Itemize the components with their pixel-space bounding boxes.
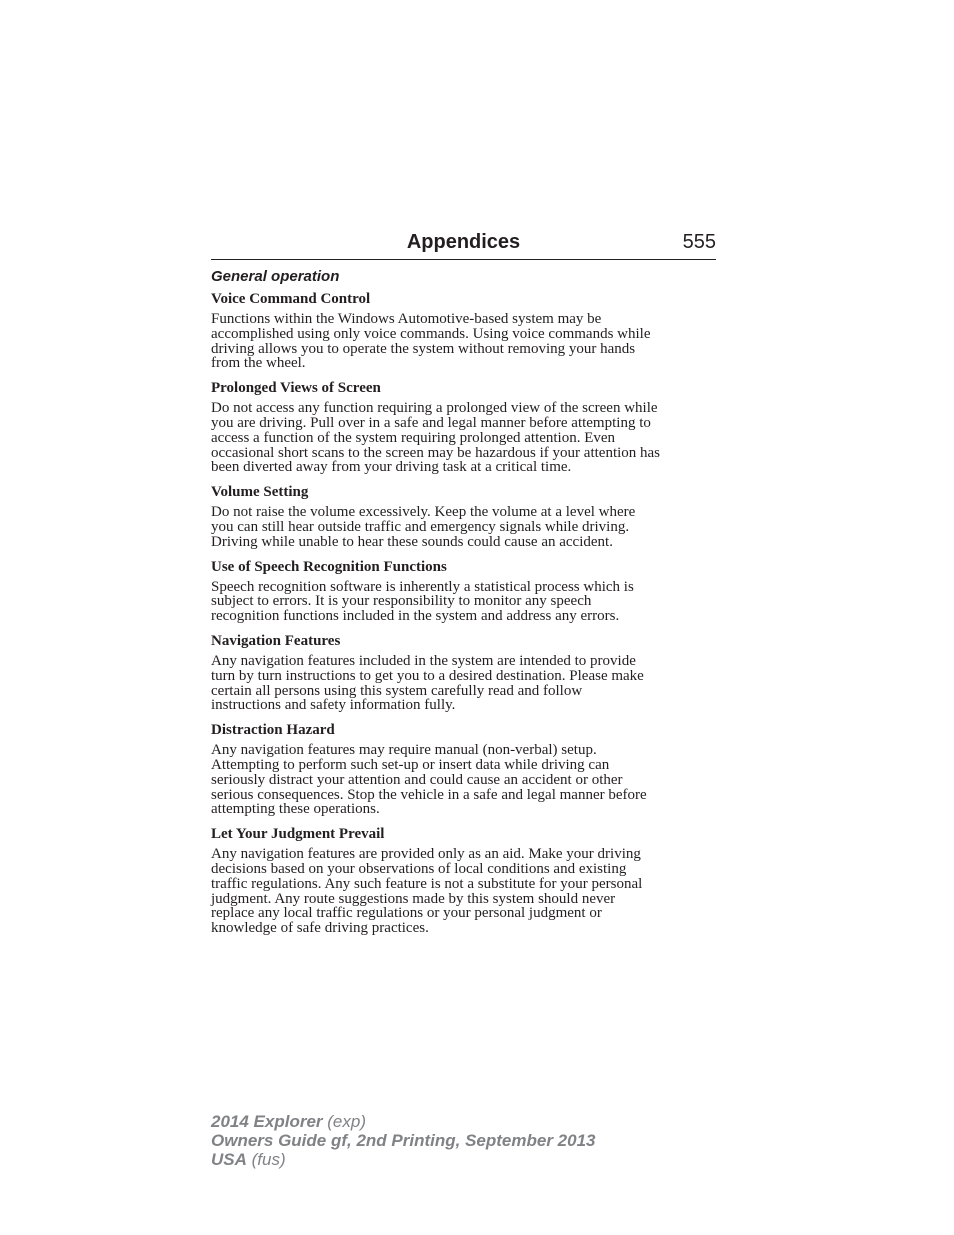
subsection-paragraph (211, 654, 719, 713)
paragraph-line: Functions within the Windows Automotive-based system may be (211, 311, 602, 327)
paragraph-line: you can still hear outside traffic and emergency signals while driving. (211, 518, 630, 535)
paragraph-line: Speech recognition software is inherently a statistical process which is (211, 578, 634, 595)
paragraph-line: seriously distract your attention and could cause an accident or other (211, 771, 623, 788)
subsection-heading: Navigation Features (211, 632, 341, 649)
paragraph-line: serious consequences. Stop the vehicle in a safe and legal manner before (211, 786, 647, 803)
paragraph-line: access a function of the system requiring prolonged attention. Even (211, 429, 616, 446)
footer-model: 2014 Explorer (211, 1112, 323, 1131)
subsection-paragraph (211, 743, 719, 817)
section-title: General operation (211, 268, 340, 285)
footer-region-line (211, 1150, 711, 1169)
paragraph-line: been diverted away from your driving task at a critical time. (211, 459, 572, 476)
paragraph-line: Do not access any function requiring a prolonged view of the screen while (211, 400, 658, 417)
subsection-heading: Prolonged Views of Screen (211, 380, 381, 397)
paragraph-line: Do not raise the volume excessively. Keep the volume at a level where (211, 504, 636, 521)
paragraph-line: accomplished using only voice commands. Using voice commands while (211, 325, 651, 342)
page-header (211, 229, 716, 260)
page-content (211, 268, 719, 944)
subsection-heading: Let Your Judgment Prevail (211, 826, 385, 843)
footer-model-code: (exp) (327, 1112, 366, 1131)
paragraph-line: traffic regulations. Any such feature is not a substitute for your personal (211, 875, 643, 892)
subsection-paragraph (211, 505, 719, 549)
paragraph-line: Any navigation features included in the system are intended to provide (211, 652, 636, 669)
footer-region-code: (fus) (251, 1150, 286, 1169)
page-title: Appendices (406, 231, 521, 253)
paragraph-line: Any navigation features may require manual (non-verbal) setup. (211, 742, 597, 759)
paragraph-line: replace any local traffic regulations or your personal judgment or (211, 905, 602, 922)
subsection-heading: Volume Setting (211, 484, 309, 501)
paragraph-line: Driving while unable to hear these sounds could cause an accident. (211, 533, 613, 550)
paragraph-line: driving allows you to operate the system without removing your hands (211, 340, 636, 357)
paragraph-line: Any navigation features are provided only as an aid. Make your driving (211, 846, 641, 863)
paragraph-line: knowledge of safe driving practices. (211, 920, 429, 937)
subsection-paragraph (211, 312, 719, 371)
subsection-paragraph (211, 580, 719, 624)
paragraph-line: subject to errors. It is your responsibility to monitor any speech (211, 593, 592, 610)
section-items (211, 290, 719, 936)
subsection-heading: Distraction Hazard (211, 722, 335, 739)
paragraph-line: recognition functions included in the system and address any errors. (211, 608, 620, 625)
paragraph-line: attempting these operations. (211, 801, 380, 818)
paragraph-line: judgment. Any route suggestions made by this system should never (211, 890, 616, 907)
paragraph-line: from the wheel. (211, 355, 306, 372)
paragraph-line: you are driving. Pull over in a safe and legal manner before attempting to (211, 414, 651, 431)
subsection-paragraph (211, 401, 719, 475)
footer-guide: Owners Guide gf, 2nd Printing, September 2013 (211, 1131, 596, 1150)
paragraph-line: occasional short scans to the screen may be hazardous if your attention has (211, 444, 661, 461)
subsection-paragraph (211, 847, 719, 936)
page-number: 555 (682, 231, 716, 253)
subsection-heading: Use of Speech Recognition Functions (211, 558, 447, 575)
paragraph-line: Attempting to perform such set-up or insert data while driving can (211, 756, 610, 773)
paragraph-line: certain all persons using this system carefully read and follow (211, 682, 583, 699)
page-footer (211, 1112, 711, 1169)
footer-model-line (211, 1112, 711, 1131)
footer-region: USA (211, 1150, 247, 1169)
subsection-heading: Voice Command Control (211, 291, 371, 307)
paragraph-line: instructions and safety information fully. (211, 697, 456, 714)
paragraph-line: turn by turn instructions to get you to a desired destination. Please make (211, 667, 644, 684)
paragraph-line: decisions based on your observations of local conditions and existing (211, 860, 627, 877)
